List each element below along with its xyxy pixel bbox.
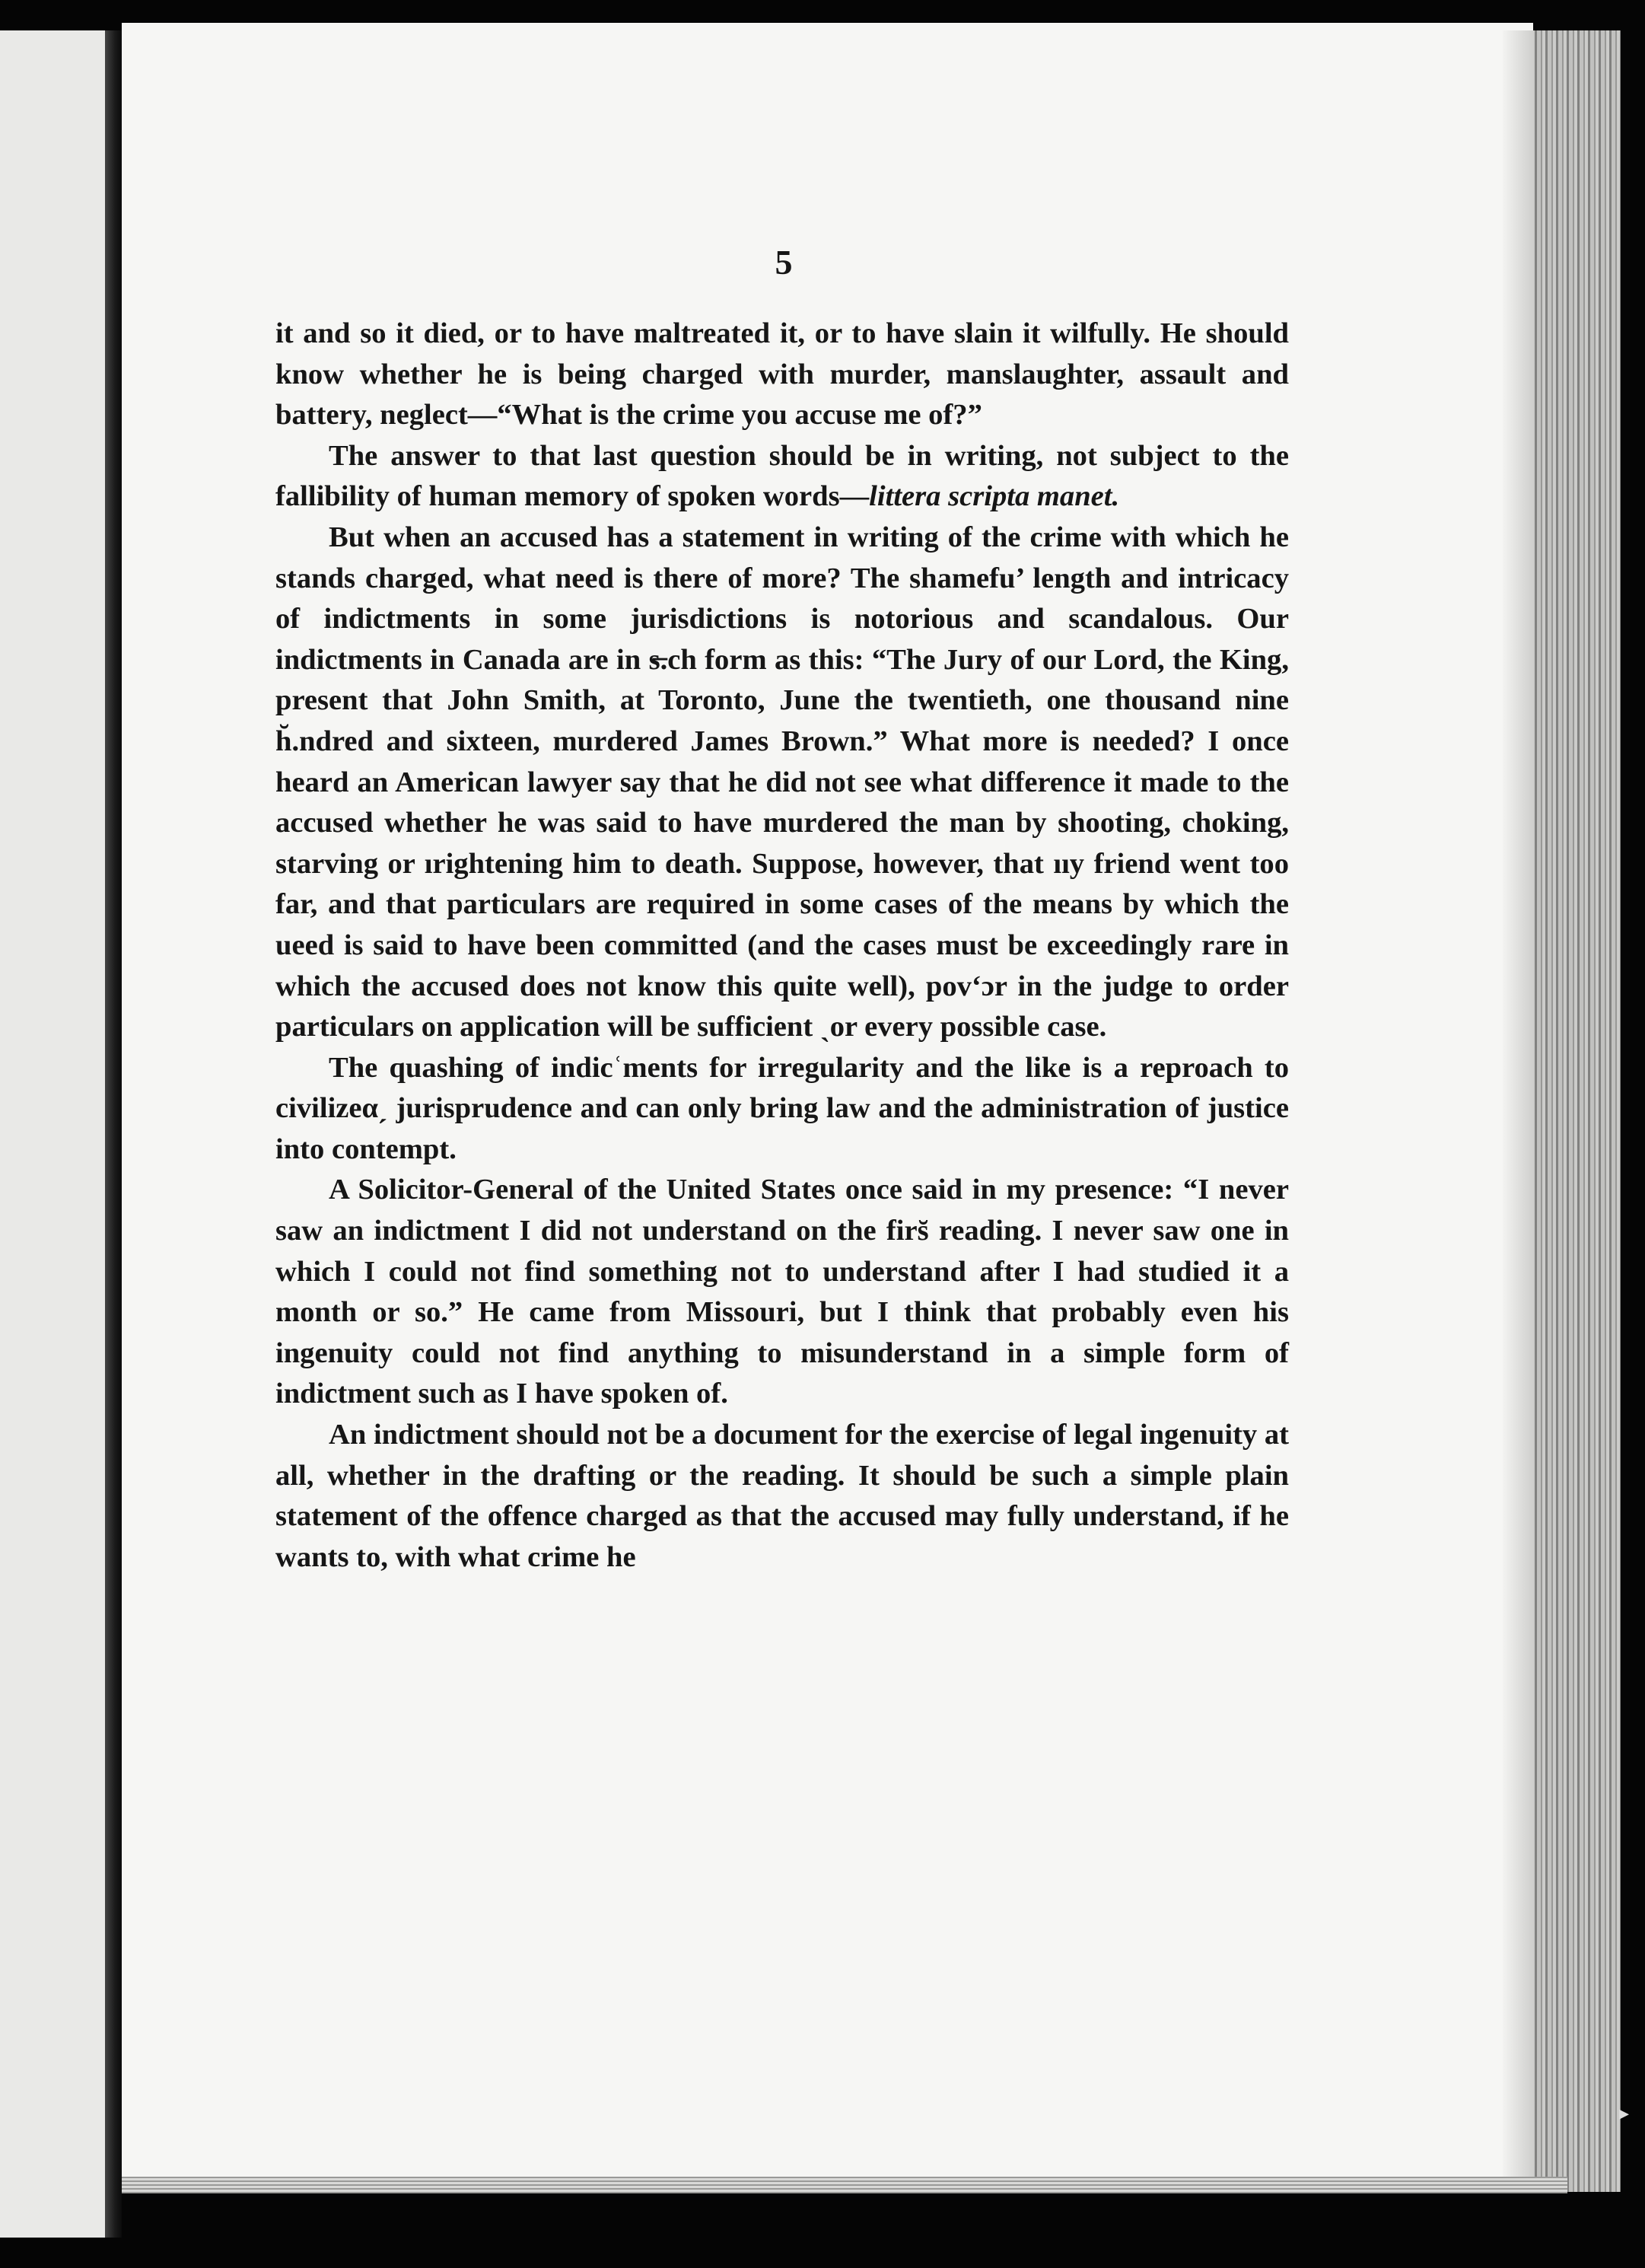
page-stack-bottom-edge [122,2177,1567,2193]
scan-corner-mark: ▸ [1619,2102,1630,2125]
paragraph: The quashing of indicʿments for irregularity and the like is a reproach to civilizeαˏ jurisprudence and can only bring law and the administration of justice into contempt. [275,1051,1289,1165]
page-edge-shading [1503,30,1533,2192]
body-text [275,314,1289,1578]
paragraph: But when an accused has a statement in writing of the crime with which he stands charged, what need is there of more? The shamefu’ length and intricacy of indictments in some jurisdictions is notorious and scandalous. Our indictments in Canada are in s̶.ch form as this: “The Jury of our Lord, the King, present that John Smith, at Toronto, June the twentieth, one thousand nine h̆.ndred and sixteen, murdered James Brown.” What more is needed? I once heard an American lawyer say that he did not see what difference it made to the accused whether he was said to have murdered the man by shooting, choking, starving or ırightening him to death. Suppose, however, that ııy friend went too far, and that particulars are required in some cases of the means by which the ueed is said to have been committed (and the cases must be exceedingly rare in which the accused does not know this quite well), povʻɔr in the judge to order particulars on application will be sufficient ˎor every possible case. [275,521,1289,1043]
paragraph [275,436,1289,518]
facing-page-edge [0,30,119,2238]
paragraph: A Solicitor-General of the United States once said in my presence: “I never saw an indictment I did not understand on the firs̆ reading. I never saw one in which I could not find something not to understand after I had studied it a month or so.” He came from Missouri, but I think that probably even his ingenuity could not find anything to misunderstand in a simple form of indictment such as I have spoken of. [275,1174,1289,1410]
paragraph: An indictment should not be a document for the exercise of legal ingenuity at all, whether in the drafting or the reading. It should be such a simple plain statement of the offence charged as that the accused may fully understand, if he wants to, with what crime he [275,1419,1289,1573]
page-number: 5 [775,243,793,282]
paragraph-text: The answer to that last question should be in writing, not subject to the fallibility of human memory of spoken words— [275,439,1289,513]
latin-phrase: littera scripta manet. [869,480,1120,513]
paragraph: it and so it died, or to have maltreated it, or to have slain it wilfully. He should know whether he is being charged with murder, manslaughter, assault and battery, neglect—“What is the crime you accuse me of?” [275,317,1289,432]
binding-gutter [105,30,122,2238]
